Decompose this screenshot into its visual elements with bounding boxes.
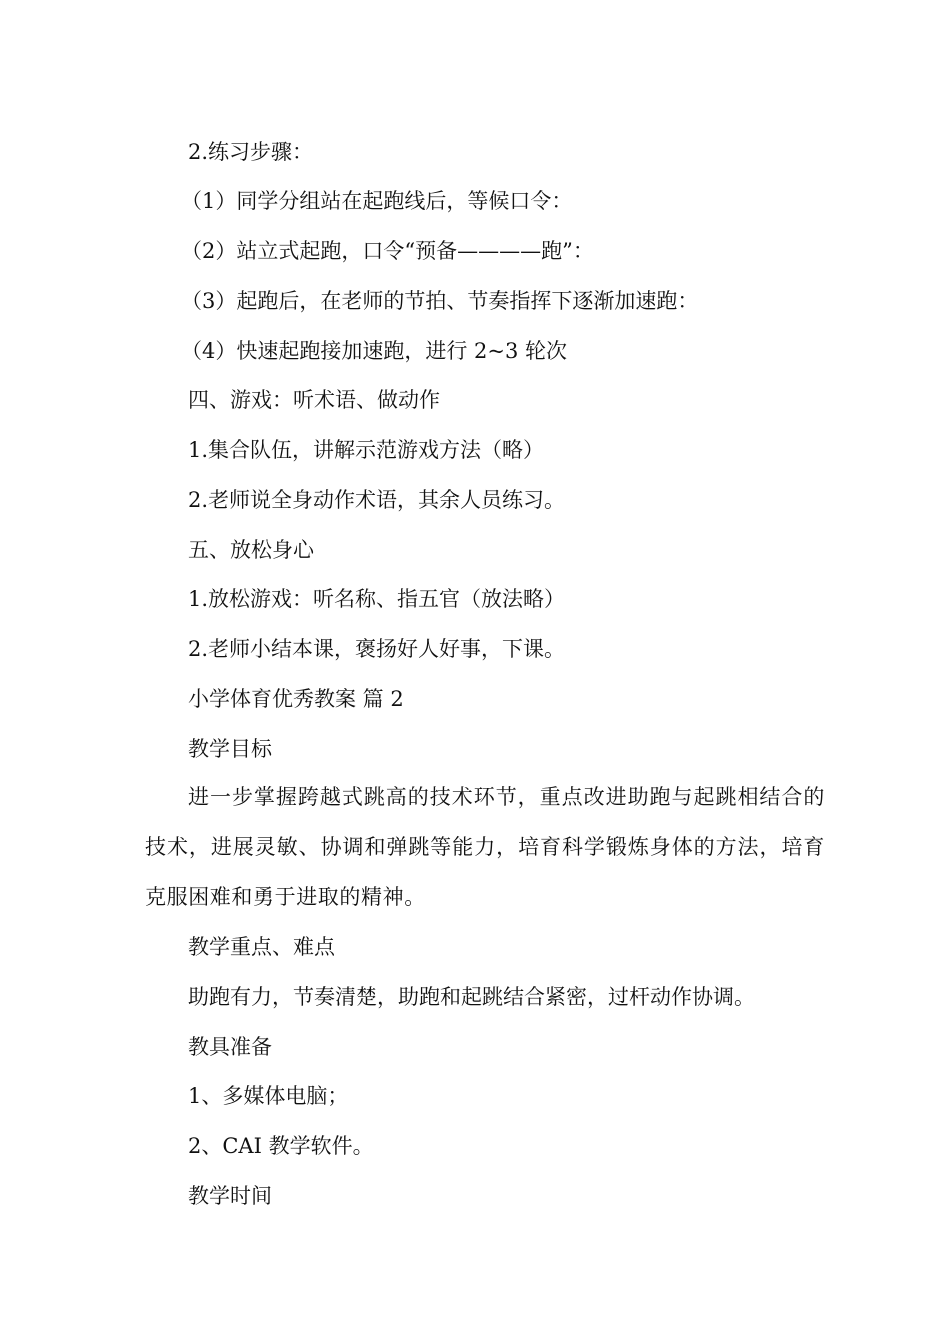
section-five-heading: 五、放松身心	[188, 538, 314, 562]
game-item-1: 1.集合队伍，讲解示范游戏方法（略）	[188, 438, 545, 462]
relax-item-1: 1.放松游戏：听名称、指五官（放法略）	[188, 587, 566, 611]
objective-paragraph: 进一步掌握跨越式跳高的技术环节，重点改进助跑与起跳相结合的技术，进展灵敏、协调和弹跳等能力，培育科学锻炼身体的方法，培育克服困难和勇于进取的精神。	[145, 785, 825, 909]
relax-item-2: 2.老师小结本课，褒扬好人好事，下课。	[188, 637, 566, 661]
teaching-aids-heading: 教具准备	[188, 1035, 272, 1059]
game-item-2: 2.老师说全身动作术语，其余人员练习。	[188, 488, 566, 512]
teaching-aid-1: 1、多媒体电脑；	[188, 1084, 349, 1108]
key-points-heading: 教学重点、难点	[188, 935, 335, 959]
lesson-plan-2-title: 小学体育优秀教案 篇 2	[188, 687, 404, 711]
objective-heading: 教学目标	[188, 737, 272, 761]
section-four-heading: 四、游戏：听术语、做动作	[188, 388, 440, 412]
teaching-aid-2: 2、CAI 教学软件。	[188, 1134, 374, 1158]
practice-steps-heading: 2.练习步骤：	[188, 140, 314, 164]
teaching-time-heading: 教学时间	[188, 1184, 272, 1208]
step-4: （4）快速起跑接加速跑，进行 2~3 轮次	[181, 339, 568, 363]
key-points-text: 助跑有力，节奏清楚，助跑和起跳结合紧密，过杆动作协调。	[188, 985, 755, 1009]
step-1: （1）同学分组站在起跑线后，等候口令：	[181, 189, 573, 213]
step-2: （2）站立式起跑，口令“预备————跑”：	[181, 239, 594, 263]
step-3: （3）起跑后，在老师的节拍、节奏指挥下逐渐加速跑：	[181, 289, 699, 313]
